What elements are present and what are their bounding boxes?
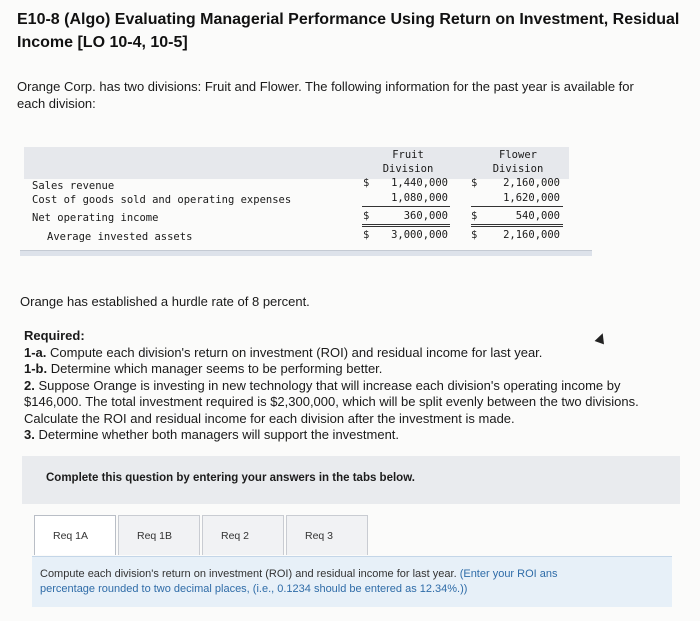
total-double-rule (362, 224, 450, 227)
instructions-panel (32, 556, 672, 607)
fruit-header-line2: Division (382, 163, 434, 175)
required-item-number: 1-a. (24, 344, 47, 360)
instructions-hint-line1: (Enter your ROI ans (459, 568, 558, 580)
required-heading: Required: (24, 328, 85, 343)
required-item-number: 1-b. (24, 361, 48, 376)
row-label-assets: Average invested assets (47, 231, 193, 243)
hurdle-rate-text: Orange has established a hurdle rate of 8 percent. (20, 294, 310, 309)
complete-question-banner (22, 456, 680, 504)
tab-req-1a[interactable]: Req 1A (34, 515, 116, 555)
fruit-header-line1: Fruit (392, 149, 424, 161)
intro-text: Orange Corp. has two divisions: Fruit and Flower. The following information for the past year is available for each division: (17, 79, 634, 111)
required-item-2 (24, 378, 672, 428)
flower-assets-value: 2,160,000 (503, 229, 560, 241)
subtotal-rule (471, 206, 563, 207)
fruit-cogs-value: 1,080,000 (391, 192, 448, 204)
flower-sales-value: 2,160,000 (503, 177, 560, 189)
fruit-assets-value: 3,000,000 (391, 229, 448, 241)
required-item-number: 2. (24, 377, 35, 393)
required-section (24, 328, 672, 444)
currency-sign: $ (471, 229, 478, 241)
required-item-text: Compute each division's return on investment (ROI) and residual income for last year. (50, 344, 543, 360)
required-item-3 (24, 427, 672, 444)
currency-sign: $ (363, 229, 370, 241)
required-item-1b (24, 361, 672, 378)
division-data-table (24, 147, 569, 247)
flower-noi-value: 540,000 (515, 210, 560, 222)
flower-cogs-value: 1,620,000 (503, 192, 560, 204)
flower-header-line1: Flower (499, 149, 537, 161)
instructions-text (40, 567, 680, 597)
currency-sign: $ (471, 210, 478, 222)
subtotal-rule (362, 206, 450, 207)
row-label-sales: Sales revenue (32, 180, 115, 192)
fruit-noi-value: 360,000 (403, 210, 448, 222)
required-item-number: 3. (24, 427, 35, 442)
required-item-1a (24, 345, 672, 362)
required-item-text: Determine which manager seems to be performing better. (50, 361, 383, 376)
row-label-cogs: Cost of goods sold and operating expenses (32, 194, 292, 206)
required-item-text: Determine whether both managers will support the investment. (38, 427, 400, 442)
flower-header-line2: Division (492, 163, 544, 175)
currency-sign: $ (363, 210, 370, 222)
fruit-sales-value: 1,440,000 (391, 177, 448, 189)
page-title: E10-8 (Algo) Evaluating Managerial Performance Using Return on Investment, Residual Income [LO 10-4, 10-5] (17, 11, 680, 51)
instructions-hint-line2: percentage rounded to two decimal places, (i.e., 0.1234 should be entered as 12.34%.)) (40, 583, 468, 595)
tab-req-2[interactable]: Req 2 (202, 515, 284, 555)
row-label-noi: Net operating income (32, 212, 159, 224)
total-double-rule (471, 224, 563, 227)
tab-req-1b[interactable]: Req 1B (118, 515, 200, 555)
complete-question-text: Complete this question by entering your answers in the tabs below. (46, 472, 415, 484)
currency-sign: $ (363, 177, 370, 189)
currency-sign: $ (471, 177, 478, 189)
table-bottom-bar (20, 250, 592, 256)
instructions-main: Compute each division's return on investment (ROI) and residual income for last year. (40, 568, 457, 580)
tab-req-3[interactable]: Req 3 (286, 515, 368, 555)
required-item-text: Suppose Orange is investing in new technology that will increase each division's operating income by $146,000. The total investment required is $2,300,000, which will be split evenly between the two divisions. Calculate the ROI and residual income for each division after the investment is made. (24, 377, 639, 426)
